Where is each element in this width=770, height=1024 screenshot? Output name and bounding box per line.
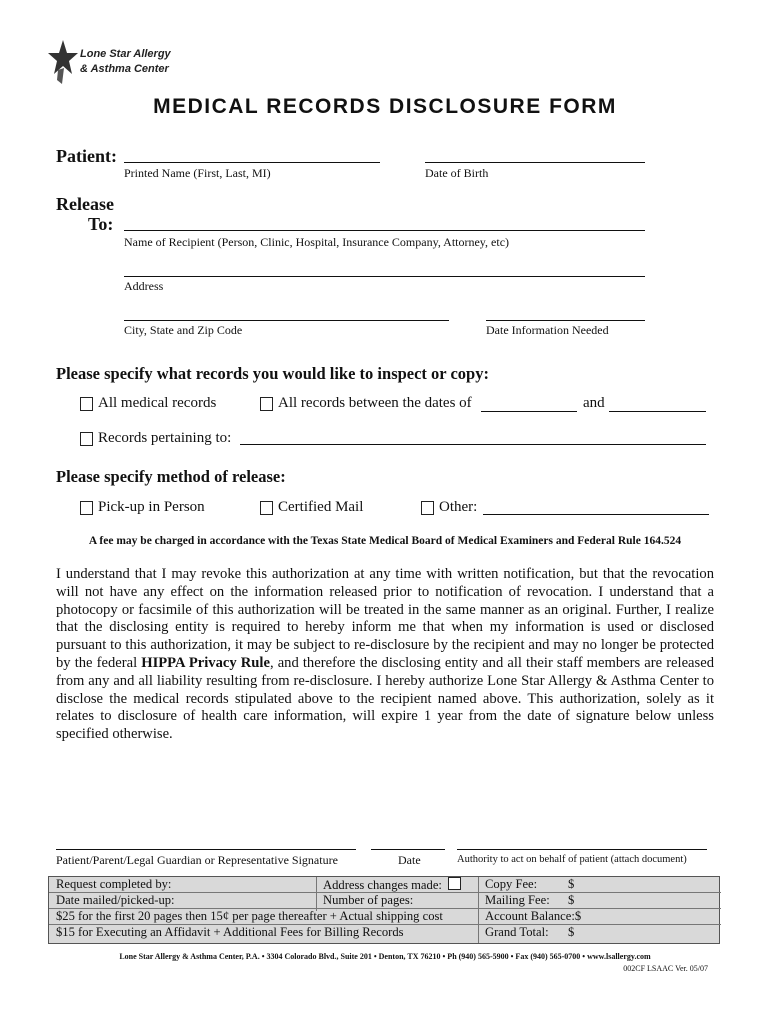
release-label: Release [56,194,114,214]
grand-total-dollar: $ [568,925,575,939]
address-changes-checkbox[interactable] [448,877,461,890]
footer-address: Lone Star Allergy & Asthma Center, P.A. • 3304 Colorado Blvd., Suite 201 • Denton, TX 76210 • Ph (940) 565-5900 • Fax (940) 565-0700 • www.lsallergy.com [119,952,651,961]
and-label: and [583,395,605,411]
page-title: MEDICAL RECORDS DISCLOSURE FORM [153,95,617,118]
divider [316,877,317,911]
authorization-part1: I understand that I may revoke this authorization at any time with written notification, but that the revocation will not have any effect on the information released prior to notification of revocation. I understand that a photocopy or facsimile of this authorization will be treated in the same manner as an original. Further, I realize that the disclosing entity is required to hereby inform me that when my information is used or disclosed pursuant to this authorization, it may be subject to re-disclosure by the recipient and may no longer be protected by the federal [56,566,714,671]
mailing-fee-dollar: $ [568,893,575,907]
other-label: Other: [439,499,478,515]
end-date-field[interactable] [609,411,706,412]
signature-date-field[interactable] [371,849,445,850]
hippa-privacy-rule: HIPPA Privacy Rule [141,654,270,671]
date-needed-field[interactable] [486,320,645,321]
form-version: 002CF LSAAC Ver. 05/07 [623,964,708,973]
copy-fee-dollar: $ [568,877,575,891]
grand-total-cell [478,925,721,941]
method-heading: Please specify method of release: [56,467,286,486]
logo [48,40,208,84]
certified-mail-option[interactable] [260,499,363,516]
all-medical-records-option[interactable] [80,395,216,412]
address-caption: Address [124,279,164,293]
all-records-label: All medical records [98,395,217,411]
address-field[interactable] [124,276,645,277]
start-date-field[interactable] [481,411,577,412]
star-logo-icon [48,40,78,84]
request-completed-label: Request completed by: [49,877,316,893]
divider [478,877,479,943]
authority-field[interactable] [457,849,707,850]
address-changes-cell [316,877,478,893]
other-option[interactable] [421,499,477,516]
certified-mail-checkbox[interactable] [260,501,273,515]
records-between-label: All records between the dates of [278,395,472,411]
pickup-option[interactable] [80,499,205,516]
authority-caption: Authority to act on behalf of patient (attach document) [457,854,687,865]
logo-line2: & Asthma Center [80,63,169,75]
recipient-name-field[interactable] [124,230,645,231]
mailing-fee-cell [478,893,721,909]
number-pages-label: Number of pages: [316,893,478,909]
other-checkbox[interactable] [421,501,434,515]
records-pertaining-checkbox[interactable] [80,432,93,446]
address-changes-label: Address changes made: [323,878,442,892]
pickup-checkbox[interactable] [80,501,93,515]
logo-text [80,47,171,77]
dob-caption: Date of Birth [425,166,489,180]
pickup-label: Pick-up in Person [98,499,205,515]
fee-notice: A fee may be charged in accordance with the Texas State Medical Board of Medical Examiners and Federal Rule 164.524 [88,535,682,547]
signature-caption: Patient/Parent/Legal Guardian or Representative Signature [56,853,338,867]
account-balance-label: Account Balance:$ [478,909,721,925]
to-label: To: [88,214,114,234]
records-pertaining-field[interactable] [240,444,706,445]
city-caption: City, State and Zip Code [124,323,243,337]
records-between-checkbox[interactable] [260,397,273,411]
recipient-caption: Name of Recipient (Person, Clinic, Hospital, Insurance Company, Attorney, etc) [124,235,510,249]
authorization-text [56,566,714,744]
date-needed-caption: Date Information Needed [486,323,609,337]
pages-fee-text: $25 for the first 20 pages then 15¢ per page thereafter + Actual shipping cost [49,909,478,925]
certified-mail-label: Certified Mail [278,499,364,515]
date-mailed-label: Date mailed/picked-up: [49,893,316,909]
other-method-field[interactable] [483,514,709,515]
records-between-option[interactable] [260,395,472,412]
affidavit-fee-text: $15 for Executing an Affidavit + Additional Fees for Billing Records [56,925,404,939]
grand-total-label: Grand Total: [485,925,549,939]
all-records-checkbox[interactable] [80,397,93,411]
signature-field[interactable] [56,849,356,850]
date-of-birth-field[interactable] [425,162,645,163]
copy-fee-label: Copy Fee: [485,877,538,891]
printed-name-caption: Printed Name (First, Last, MI) [124,166,271,180]
office-use-box [48,876,720,944]
mailing-fee-label: Mailing Fee: [485,893,550,907]
logo-line1: Lone Star Allergy [80,48,171,60]
records-pertaining-label: Records pertaining to: [98,430,232,446]
city-state-zip-field[interactable] [124,320,449,321]
records-heading: Please specify what records you would like to inspect or copy: [56,364,489,383]
authorization-part2: , and therefore the disclosing entity and all their staff members are released from any and all liability resulting from re-disclosure. I hereby authorize Lone Star Allergy & Asthma Center to disclose the medical records stipulated above to the recipient named above. This authorization, solely as it relates to disclosure of health care information, will expire 1 year from the date of signature below unless specified otherwise. [56,654,714,743]
copy-fee-cell [478,877,721,893]
patient-name-field[interactable] [124,162,380,163]
patient-label: Patient: [56,146,117,166]
records-pertaining-option[interactable] [80,430,231,447]
date-caption: Date [398,853,421,867]
